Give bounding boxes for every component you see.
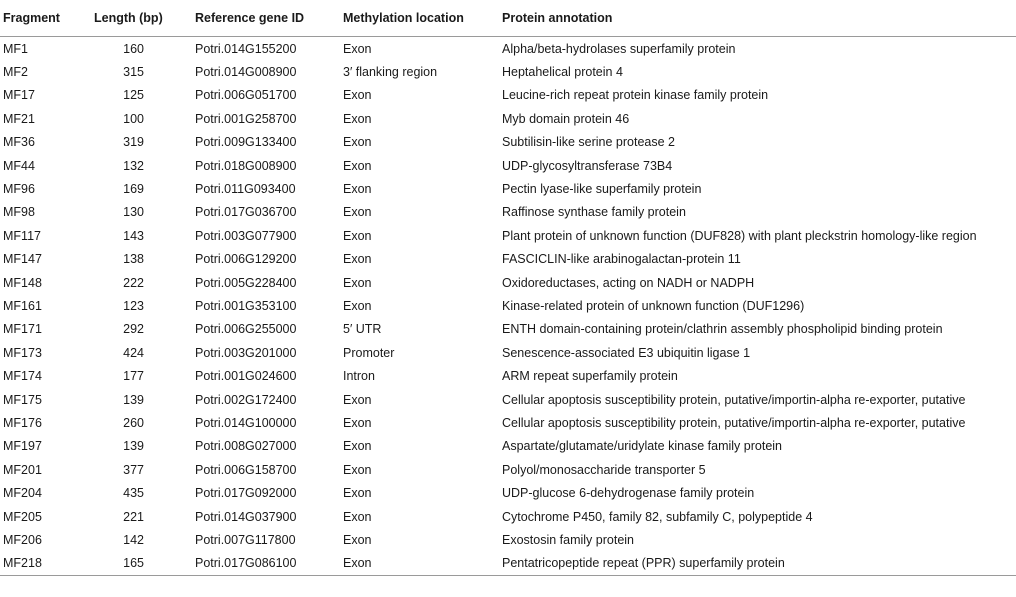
table-row [0,505,1016,528]
table-row [0,552,1016,576]
table-row [0,177,1016,200]
cell-fragment: MF205 [3,509,42,524]
cell-reference-gene-id: Potri.017G086100 [195,552,343,576]
cell-methylation-location: Exon [343,41,372,56]
cell-reference-gene-id: Potri.017G092000 [195,486,297,501]
cell-length: 132 [123,158,144,173]
cell-fragment: MF36 [3,135,35,150]
cell-length: 165 [94,552,195,576]
table-header [0,0,1016,37]
table-body [0,37,1016,576]
cell-protein-annotation: Aspartate/glutamate/uridylate kinase family protein [502,439,783,454]
cell-length: 222 [123,275,144,290]
table-row [0,318,1016,341]
cell-protein-annotation: Cellular apoptosis susceptibility protein, putative/importin-alpha re-exporter, putative [502,415,966,430]
cell-fragment: MF197 [3,439,42,454]
header-reference-gene-id: Reference gene ID [195,0,343,37]
cell-reference-gene-id: Potri.001G024600 [195,369,297,384]
cell-reference-gene-id: Potri.011G093400 [195,182,296,197]
cell-reference-gene-id: Potri.002G172400 [195,392,297,407]
cell-methylation-location: Exon [343,415,372,430]
cell-methylation-location: Exon [343,252,372,267]
table-row [0,528,1016,551]
cell-fragment: MF44 [3,158,35,173]
table-row [0,388,1016,411]
cell-methylation-location: Exon [343,111,372,126]
cell-methylation-location: Promoter [343,345,395,360]
cell-length: 315 [123,65,144,80]
cell-reference-gene-id: Potri.009G133400 [195,135,297,150]
cell-length: 435 [123,486,144,501]
cell-length: 319 [123,135,144,150]
cell-protein-annotation: Heptahelical protein 4 [502,65,623,80]
header-fragment: Fragment [0,0,94,37]
cell-length: 125 [123,88,144,103]
cell-reference-gene-id: Potri.003G077900 [195,228,297,243]
cell-protein-annotation: UDP-glucose 6-dehydrogenase family protein [502,486,755,501]
cell-fragment: MF175 [3,392,42,407]
cell-length: 100 [123,111,144,126]
cell-protein-annotation: Subtilisin-like serine protease 2 [502,135,676,150]
cell-methylation-location: Exon [343,439,372,454]
cell-length: 292 [123,322,144,337]
cell-reference-gene-id: Potri.007G117800 [195,532,296,547]
cell-reference-gene-id: Potri.014G100000 [195,415,297,430]
table-row [0,60,1016,83]
cell-reference-gene-id: Potri.014G037900 [195,509,297,524]
cell-reference-gene-id: Potri.005G228400 [195,275,297,290]
header-length: Length (bp) [94,0,195,37]
cell-methylation-location: Exon [343,392,372,407]
cell-methylation-location: Exon [343,182,372,197]
cell-protein-annotation: Cellular apoptosis susceptibility protein, putative/importin-alpha re-exporter, putative [502,392,966,407]
cell-protein-annotation: Pectin lyase-like superfamily protein [502,182,702,197]
cell-reference-gene-id: Potri.001G353100 [195,298,297,313]
cell-protein-annotation: Plant protein of unknown function (DUF828) with plant pleckstrin homology-like region [502,228,977,243]
cell-length: 260 [123,415,144,430]
table-row [0,341,1016,364]
cell-reference-gene-id: Potri.006G051700 [195,88,297,103]
cell-methylation-location: Exon [343,486,372,501]
table-row [0,271,1016,294]
cell-protein-annotation: ARM repeat superfamily protein [502,369,678,384]
cell-methylation-location: Exon [343,88,372,103]
header-row [0,0,1016,37]
cell-fragment: MF204 [3,486,42,501]
cell-length: 377 [123,462,144,477]
cell-methylation-location: Exon [343,205,372,220]
cell-methylation-location: Exon [343,135,372,150]
cell-methylation-location: 3′ flanking region [343,65,438,80]
cell-protein-annotation: Alpha/beta-hydrolases superfamily protein [502,41,736,56]
cell-fragment: MF176 [3,415,42,430]
table-row [0,37,1016,61]
cell-protein-annotation: Leucine-rich repeat protein kinase family protein [502,88,769,103]
cell-fragment: MF147 [3,252,42,267]
cell-fragment: MF98 [3,205,35,220]
table-row [0,248,1016,271]
table-row [0,435,1016,458]
cell-fragment: MF174 [3,369,42,384]
cell-fragment: MF21 [3,111,35,126]
cell-fragment: MF17 [3,88,35,103]
cell-methylation-location: Intron [343,369,375,384]
cell-reference-gene-id: Potri.008G027000 [195,439,297,454]
cell-reference-gene-id: Potri.006G158700 [195,462,297,477]
cell-methylation-location: Exon [343,228,372,243]
header-protein-annotation: Protein annotation [502,0,1016,37]
cell-reference-gene-id: Potri.017G036700 [195,205,297,220]
cell-reference-gene-id: Potri.003G201000 [195,345,297,360]
table-row [0,411,1016,434]
cell-fragment: MF218 [0,552,94,576]
cell-protein-annotation: Myb domain protein 46 [502,111,630,126]
cell-length: 139 [123,439,144,454]
cell-fragment: MF161 [3,298,42,313]
table-row [0,458,1016,481]
header-methylation-location: Methylation location [343,0,502,37]
cell-reference-gene-id: Potri.014G008900 [195,65,297,80]
table-row [0,364,1016,387]
cell-fragment: MF171 [3,322,42,337]
table-row [0,154,1016,177]
cell-methylation-location: Exon [343,552,502,576]
cell-length: 142 [123,532,144,547]
cell-protein-annotation: ENTH domain-containing protein/clathrin assembly phospholipid binding protein [502,322,943,337]
cell-protein-annotation: Raffinose synthase family protein [502,205,686,220]
cell-reference-gene-id: Potri.006G255000 [195,322,297,337]
cell-protein-annotation: Cytochrome P450, family 82, subfamily C, polypeptide 4 [502,509,813,524]
table-row [0,481,1016,504]
cell-protein-annotation: Senescence-associated E3 ubiquitin ligase 1 [502,345,751,360]
cell-methylation-location: 5′ UTR [343,322,382,337]
cell-protein-annotation: Oxidoreductases, acting on NADH or NADPH [502,275,755,290]
cell-length: 160 [123,41,144,56]
table-row [0,201,1016,224]
cell-reference-gene-id: Potri.018G008900 [195,158,297,173]
cell-fragment: MF201 [3,462,42,477]
cell-length: 139 [123,392,144,407]
cell-methylation-location: Exon [343,532,372,547]
cell-fragment: MF96 [3,182,35,197]
cell-reference-gene-id: Potri.014G155200 [195,41,297,56]
cell-length: 143 [123,228,144,243]
cell-length: 169 [123,182,144,197]
cell-length: 177 [123,369,144,384]
cell-methylation-location: Exon [343,509,372,524]
cell-fragment: MF1 [3,41,28,56]
cell-reference-gene-id: Potri.006G129200 [195,252,297,267]
cell-fragment: MF2 [3,65,28,80]
cell-length: 424 [123,345,144,360]
cell-protein-annotation: Kinase-related protein of unknown function (DUF1296) [502,298,805,313]
cell-length: 130 [123,205,144,220]
cell-protein-annotation: UDP-glycosyltransferase 73B4 [502,158,673,173]
table-row [0,294,1016,317]
cell-protein-annotation: Pentatricopeptide repeat (PPR) superfamily protein [502,552,1016,576]
cell-methylation-location: Exon [343,158,372,173]
table-row [0,131,1016,154]
cell-methylation-location: Exon [343,275,372,290]
cell-reference-gene-id: Potri.001G258700 [195,111,297,126]
cell-fragment: MF173 [3,345,42,360]
table-row [0,224,1016,247]
cell-length: 221 [123,509,144,524]
cell-protein-annotation: Exostosin family protein [502,532,635,547]
cell-length: 138 [123,252,144,267]
cell-fragment: MF148 [3,275,42,290]
cell-methylation-location: Exon [343,298,372,313]
cell-protein-annotation: Polyol/monosaccharide transporter 5 [502,462,706,477]
cell-protein-annotation: FASCICLIN-like arabinogalactan-protein 11 [502,252,741,267]
cell-methylation-location: Exon [343,462,372,477]
table-row [0,107,1016,130]
cell-fragment: MF117 [3,228,41,243]
cell-length: 123 [123,298,144,313]
cell-fragment: MF206 [3,532,42,547]
table-row [0,84,1016,107]
